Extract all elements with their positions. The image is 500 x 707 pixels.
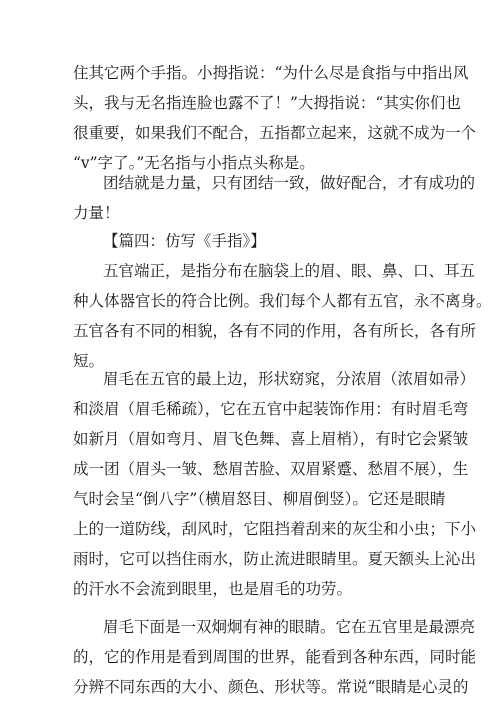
text-line: 头，我与无名指连脸也露不了！”大拇指说：“其实你们也 <box>73 94 461 112</box>
text-line: 五官各有不同的相貌，各有不同的作用，各有所长，各有所 <box>73 322 477 340</box>
text-line: 眉毛下面是一双炯炯有神的眼睛。它在五官里是最漂亮 <box>103 618 476 636</box>
text-line: 雨时，它可以挡住雨水，防止流进眼睛里。夏天额头上沁出 <box>73 550 477 568</box>
paragraph-3 <box>73 256 492 376</box>
section-heading: 【篇四：仿写《手指》】 <box>103 232 266 250</box>
paragraph-1 <box>73 58 477 178</box>
text-line: 种人体器官长的符合比例。我们每个人都有五官，永不离身。 <box>73 292 492 310</box>
text-line: 的汗水不会流到眼里，也是眉毛的功劳。 <box>73 580 353 598</box>
text-line: 团结就是力量，只有团结一致，做好配合，才有成功的 <box>103 174 476 192</box>
text-line: 短。 <box>73 352 105 370</box>
paragraph-2 <box>73 168 476 228</box>
text-line: 力量！ <box>73 204 120 222</box>
text-line: 住其它两个手指。小拇指说：“为什么尽是食指与中指出风 <box>73 64 469 82</box>
text-line: 很重要，如果我们不配合，五指都立起来，这就不成为一个 <box>73 124 477 142</box>
paragraph-4 <box>73 364 477 604</box>
paragraph-5 <box>73 612 477 702</box>
text-line: 眉毛在五官的最上边，形状窈窕，分浓眉（浓眉如帚） <box>103 370 476 388</box>
text-line: 五官端正，是指分布在脑袋上的眉、眼、鼻、口、耳五 <box>103 262 476 280</box>
text-line: 成一团（眉头一皱、愁眉苦脸、双眉紧蹙、愁眉不展），生 <box>73 460 469 478</box>
text-line: 上的一道防线，刮风时，它阻挡着刮来的灰尘和小虫；下小 <box>73 520 477 538</box>
text-line: 分辨不同东西的大小、颜色、形状等。常说“眼睛是心灵的 <box>73 678 469 696</box>
text-line: 如新月（眉如弯月、眉飞色舞、喜上眉梢），有时它会紧皱 <box>73 430 469 448</box>
text-line: 的，它的作用是看到周围的世界，能看到各种东西，同时能 <box>73 648 477 666</box>
text-line: 气时会呈“倒八字”（横眉怒目、柳眉倒竖）。它还是眼睛 <box>73 490 446 508</box>
text-line: “v”字了。”无名指与小指点头称是。 <box>73 154 315 172</box>
text-line: 和淡眉（眉毛稀疏），它在五官中起装饰作用：有时眉毛弯 <box>73 400 469 418</box>
